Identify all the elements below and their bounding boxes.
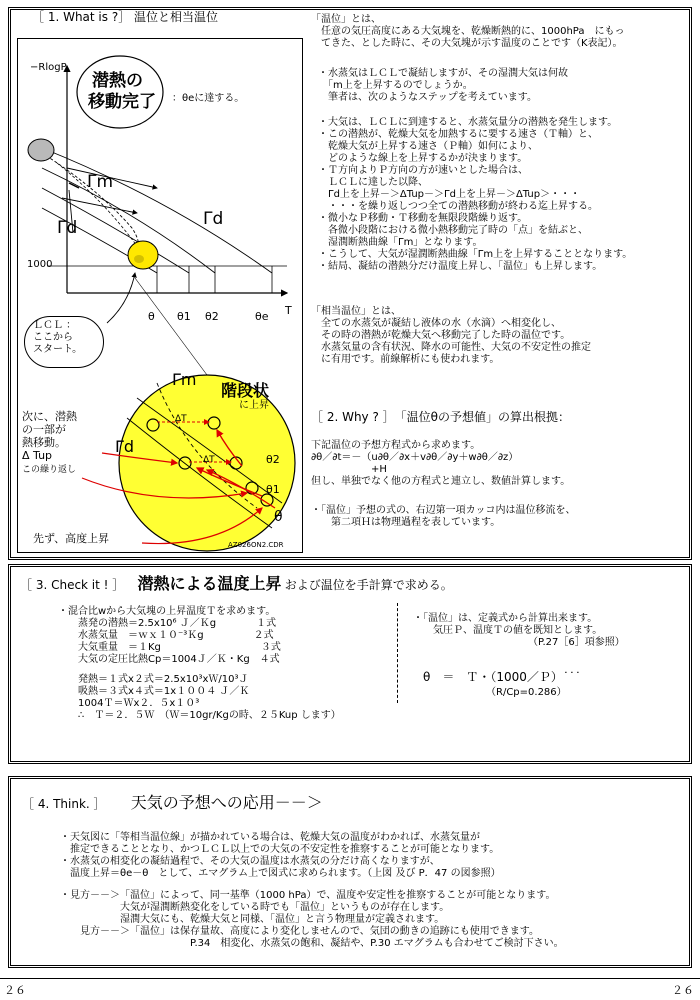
section4-title xyxy=(22,790,323,813)
x-tick-thetae: θe xyxy=(255,310,269,323)
lcl-blob xyxy=(128,241,158,269)
bottom-note: 先ず、高度上昇 xyxy=(33,532,110,545)
x-tick-theta2: θ2 xyxy=(205,310,219,323)
text-steps: ・大気は、ＬＣＬに到達すると、水蒸気量分の潜熱を発生します。 ・この潜熱が、乾燥大気を加熱するに要する速さ（Ｔ軸）と、 乾燥大気が上昇する速さ（Ｐ軸）如何により、 どのような線上を上昇するかが決まります。 ・Ｔ方向よりＰ方向の方が速いとした場合は、 ＬＣＬに達した以降、 Γd上を上昇－＞ΔTup－＞Γd上を上昇－＞ΔTup＞・・・ ・・・を繰り返しつつ全ての潜熱移動が終わる迄上昇する。 ・微小なＰ移動・Ｔ移動を無限段階繰り返す。 各微小段階における微小熱移動完了時の「点」を結ぶと、 湿潤断熱曲線「Γm」となります。 ・こうして、大気が湿潤断熱曲線「Γm上を上昇することとなります。 ・結局、凝結の潜熱分だけ温度上昇し、「温位」も上昇します。 xyxy=(318,117,633,272)
section3-title-prefix: ［ 3. Check it ! ］ xyxy=(20,578,125,592)
zoom-title: 階段状 xyxy=(221,381,270,400)
zoom-theta: θ xyxy=(274,509,283,525)
zoom-theta2: θ2 xyxy=(266,453,280,466)
left-note-small: この繰り返し xyxy=(22,465,77,475)
callout-tail: ：θeに達する。 xyxy=(172,93,245,104)
zoom-gamma-m: Γm xyxy=(172,370,197,389)
zoom-theta1: θ1 xyxy=(266,483,280,496)
section3-title-big: 潜熱による温度上昇 xyxy=(137,574,282,593)
section3-left: ・混合比wから大気塊の上昇温度Ｔを求めます。 蒸発の潜熱＝2.5x10⁶ Ｊ／Ｋg １式 水蒸気量 ＝ｗｘ１０⁻³Ｋg ２式 大気重量 ＝１Kg ３式 大気の定圧比熱Cp＝1004Ｊ／Ｋ・Kg ４式 発熱＝１式x２式＝2.5x10³xＷ/10³Ｊ 吸熱＝３式x４式＝1x１００４ Ｊ／Ｋ 1004Ｔ＝Ｗx２．５x１０³ ∴ Ｔ＝２．５Ｗ （Ｗ＝10gr/Kgの時、２５Kup します） xyxy=(58,606,341,721)
x-axis-label: T xyxy=(285,304,292,317)
section3-formula-note: （R/Cp=0.286） xyxy=(486,687,567,698)
section3-formula: θ ＝ Ｔ・（1000／Ｐ）˙˙˙ xyxy=(423,670,581,684)
section3-title-suffix: および温位を手計算で求める。 xyxy=(284,578,453,592)
ylabel: −RlogP xyxy=(30,62,67,73)
footer-rule xyxy=(0,978,700,979)
zoom-dt2: ΔT xyxy=(203,455,215,465)
label-1000: 1000 xyxy=(27,259,53,270)
section3-divider xyxy=(397,603,398,703)
lcl-note-text: ＬＣＬ ： ここから スタート。 xyxy=(33,320,83,355)
page-number-left: ２６ xyxy=(4,984,26,997)
zoom-dt1: ΔT xyxy=(175,414,187,424)
left-note: 次に、潜熱 の一部が 熱移動。 Δ Tup xyxy=(22,410,77,462)
section3-title xyxy=(20,571,453,594)
label-gamma-m: Γm xyxy=(87,172,114,192)
section4-body: ・天気図に「等相当温位線」が描かれている場合は、乾燥大気の温度がわかれば、水蒸気量が 推定できることとなり、かつＬＣＬ以上での大気の不安定性を推察することが可能となります。 ・水蒸気の相変化の凝結過程で、その大気の温度は水蒸気の分だけ高くなりますが、 温度上昇＝θe－θ として、エマグラム上で図式に求められます。（上図 及び P．47 の図参照） ・見方－－＞「温位」によって、同一基準（1000 hPa）で、温度や安定性を推察することが可能となります。 大気が湿潤断熱変化をしている時でも「温位」というものが存在します。 湿潤大気にも、乾燥大気と同様、「温位」と言う物理量が定義されます。 見方－－＞「温位」は保存量故、高度により変化しませんので、気団の動きの追跡にも使用できます。 P.34 相変化、水蒸気の飽和、凝結や、P.30 エマグラムも合わせてご検討下さい。 xyxy=(60,832,564,949)
zoom-sub: に上昇 xyxy=(239,400,269,411)
section2-body: 下記温位の予想方程式から求めます。 ∂θ／∂t＝－（u∂θ／∂x＋v∂θ／∂y＋w∂θ／∂z） +H 但し、単独でなく他の方程式と連立し、数値計算します。 xyxy=(311,440,571,487)
text-equivalent-potential-temp: 「相当温位」とは、 全ての水蒸気が凝結し液体の水（水滴）へ相変化し、 その時の潜熱が乾燥大気へ移動完了した時の温位です。 水蒸気量の含有状況、降水の可能性、大気の不安定性の推定 に有用です。前線解析にも使われます。 xyxy=(311,306,591,365)
section3-right: ・「温位」は、定義式から計算出来ます。 気圧Ｐ、温度Ｔの値を既知とします。 （P.27［6］項参照） xyxy=(413,613,625,648)
callout-line1: 潜熱の xyxy=(92,71,143,91)
label-gamma-d-right: Γd xyxy=(203,209,224,229)
text-potential-temp-def: 「温位」とは、 任意の気圧高度にある大気塊を、乾燥断熱的に、1000hPa にもっ てきた、とした時に、その大気塊が示す温度のことです（K表記）。 xyxy=(311,14,625,49)
zoom-gamma-d: Γd xyxy=(115,437,135,456)
text-lcl-question: ・水蒸気はＬＣＬで凝結しますが、その湿潤大気は何故 「m上を上昇するのでしょうか。 筆者は、次のようなステップを考えています。 xyxy=(318,68,568,103)
callout-line2: 移動完了 xyxy=(88,92,156,112)
section4-title-prefix: ［ 4. Think. ］ xyxy=(22,797,106,811)
credit: AZ026ON2.CDR xyxy=(228,541,284,549)
parcel-top xyxy=(28,139,54,161)
section2-note: ・「温位」予想の式の、右辺第一項カッコ内は温位移流を、 第二項Ｈは物理過程を表しています。 xyxy=(311,505,576,528)
x-tick-theta1: θ1 xyxy=(177,310,191,323)
section4-title-big: 天気の予想への応用－－＞ xyxy=(130,793,323,812)
x-tick-theta: θ xyxy=(148,310,155,323)
page-number-right: ２６ xyxy=(672,984,694,997)
section2-title: ［ 2. Why ? ］ 「温位θの予想値」の算出根拠： xyxy=(311,410,570,424)
section1-title: ［ 1. What is ?］ 温位と相当温位 xyxy=(32,10,219,24)
label-gamma-d-left: Γd xyxy=(57,218,78,238)
